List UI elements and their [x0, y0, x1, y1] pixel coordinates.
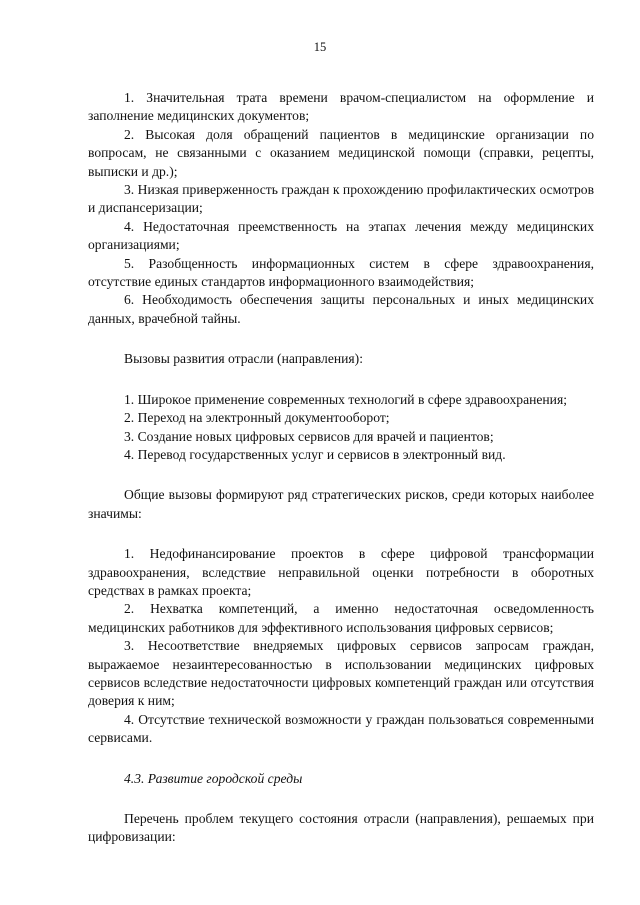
risk-item: 1. Недофинансирование проектов в сфере цифровой трансформации здравоохранения, вследствие неправильной оценки потребности в оборотных средствах в рамках проекта;: [88, 546, 594, 598]
challenge-item: 3. Создание новых цифровых сервисов для врачей и пациентов;: [124, 428, 494, 444]
problem-item: 6. Необходимость обеспечения защиты персональных и иных медицинских данных, врачебной тайны.: [88, 292, 594, 326]
problem-item: 2. Высокая доля обращений пациентов в медицинские организации по вопросам, не связанными с оказанием медицинской помощи (справки, рецепты, выписки и др.);: [88, 126, 594, 179]
risk-item: 3. Несоответствие внедряемых цифровых сервисов запросам граждан, выражаемое незаинтересованностью в использовании медицинских цифровых сервисов вследствие недостаточности цифровых компетенций граждан или отсутствия доверия к ним;: [88, 638, 594, 709]
challenges-heading: Вызовы развития отрасли (направления):: [124, 351, 363, 367]
section-heading: 4.3. Развитие городской среды: [124, 770, 303, 786]
risk-item: 4. Отсутствие технической возможности у граждан пользоваться современными сервисами.: [88, 711, 594, 746]
problem-item: 1. Значительная трата времени врачом-специалистом на оформление и заполнение медицинских документов;: [88, 90, 594, 124]
page-number: 15: [313, 40, 327, 54]
challenge-item: 4. Перевод государственных услуг и сервисов в электронный вид.: [124, 446, 506, 462]
problem-item: 4. Недостаточная преемственность на этапах лечения между медицинских организациями;: [88, 218, 594, 253]
risks-intro: Общие вызовы формируют ряд стратегических рисков, среди которых наиболее значимы:: [88, 487, 594, 521]
risk-item: 2. Нехватка компетенций, а именно недостаточная осведомленность медицинских работников для эффективного использования цифровых сервисов;: [88, 601, 594, 635]
problem-item: 5. Разобщенность информационных систем в сфере здравоохранения, отсутствие единых стандартов информационного взаимодействия;: [88, 255, 594, 290]
section-intro: Перечень проблем текущего состояния отрасли (направления), решаемых при цифровизации:: [88, 811, 594, 845]
problem-item: 3. Низкая приверженность граждан к прохождению профилактических осмотров и диспансеризации;: [88, 182, 594, 216]
challenge-item: 2. Переход на электронный документооборот;: [124, 410, 390, 426]
document-body: [88, 89, 594, 847]
challenge-item: 1. Широкое применение современных технологий в сфере здравоохранения;: [124, 391, 567, 407]
